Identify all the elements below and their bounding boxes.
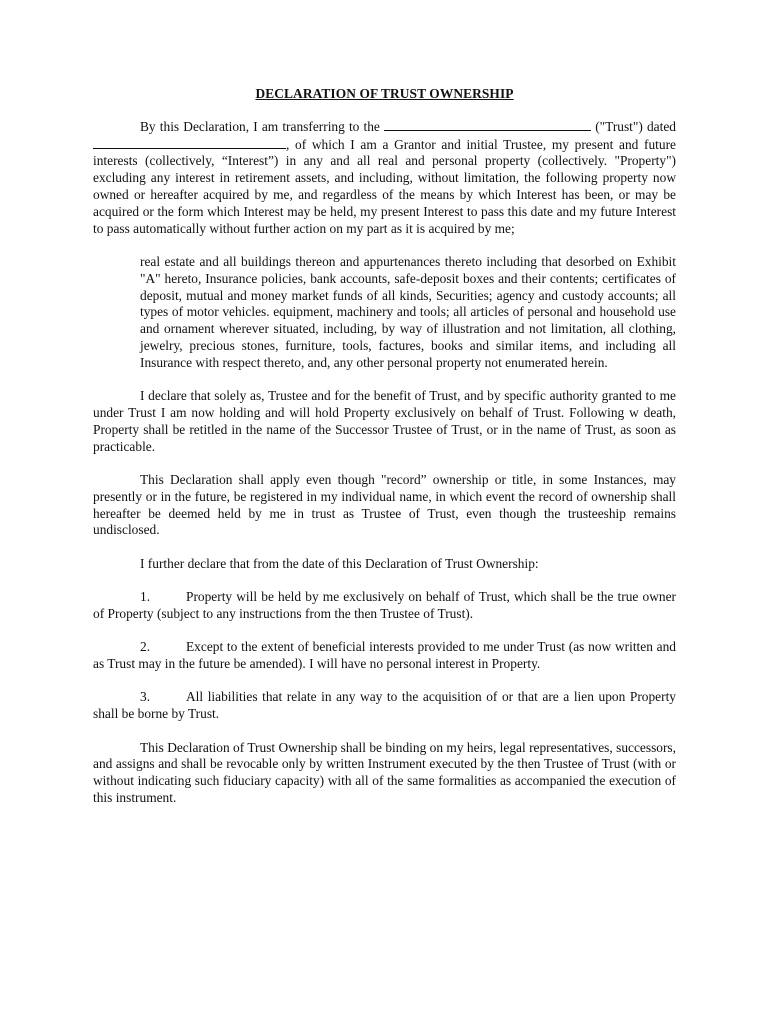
item-text: All liabilities that relate in any way to the acquisition of or that are a lien upon Property shall be borne by Trust. — [93, 689, 676, 722]
item-number: 1. — [140, 589, 151, 605]
intro-text-part2: ("Trust") dated — [595, 118, 676, 134]
intro-text-part3: , of which I am a Grantor and initial Trustee, my present and future interests (collectively, “Interest”) in any and all real and personal property (collectively. "Property") excluding any interest in retirement assets, and including, without limitation, the following property now owned or hereafter acquired by me, and regardless of the means by which Interest has been, or may be acquired or the form which Interest may be held, my present Interest to pass this date and my future Interest to pass automatically without further action on my part as it is acquired by me; — [93, 136, 676, 236]
item-number: 2. — [140, 639, 151, 655]
trust-date-blank — [93, 136, 286, 149]
document-title: DECLARATION OF TRUST OWNERSHIP — [255, 86, 514, 101]
numbered-item-1 — [93, 589, 676, 623]
record-ownership-paragraph: This Declaration shall apply even though "record” ownership or title, in some Instances, may presently or in the future, be registered in my individual name, in which event the record of ownership shall hereafter be deemed held by me in trust as Trustee of Trust, even though the trusteeship remains undisclosed. — [93, 471, 676, 538]
trust-name-blank — [384, 118, 591, 131]
property-list-paragraph: real estate and all buildings thereon and appurtenances thereto including that desorbed on Exhibit "A" hereto, Insurance policies, bank accounts, safe-deposit boxes and their contents; certificates of deposit, mutual and money market funds of all kinds, Securities; agency and custody accounts; all types of motor vehicles. equipment, machinery and tools; all articles of personal and household use and ornament wherever situated, including, by way of illustration and not limitation, all clothing, jewelry, precious stones, furniture, tools, factures, books and similar items, and including all Insurance with respect thereto, and, any other personal property not enumerated herein. — [140, 253, 676, 370]
intro-paragraph — [93, 118, 676, 238]
item-text: Property will be held by me exclusively on behalf of Trust, which shall be the true owner of Property (subject to any instructions from the then Trustee of Trust). — [93, 589, 676, 621]
item-number: 3. — [140, 689, 151, 705]
binding-paragraph: This Declaration of Trust Ownership shall be binding on my heirs, legal representatives, successors, and assigns and shall be revocable only by written Instrument executed by the then Trustee of Trust (with or without indicating such fiduciary capacity) with all of the same formalities as accompanied the execution of this instrument. — [93, 739, 676, 806]
intro-text-part1: By this Declaration, I am transferring to the — [140, 118, 385, 134]
numbered-item-3 — [93, 689, 676, 723]
trustee-paragraph: I declare that solely as, Trustee and for the benefit of Trust, and by specific authority granted to me under Trust I am now holding and will hold Property exclusively on behalf of Trust. Following w death, Property shall be retitled in the name of the Successor Trustee of Trust, or in the name of Trust, as soon as practicable. — [93, 388, 676, 454]
numbered-item-2 — [93, 639, 676, 673]
document-page — [93, 86, 676, 823]
further-declare-paragraph: I further declare that from the date of this Declaration of Trust Ownership: — [140, 555, 539, 571]
item-text: Except to the extent of beneficial interests provided to me under Trust (as now written and as Trust may in the future be amended). I will have no personal interest in Property. — [93, 639, 676, 672]
